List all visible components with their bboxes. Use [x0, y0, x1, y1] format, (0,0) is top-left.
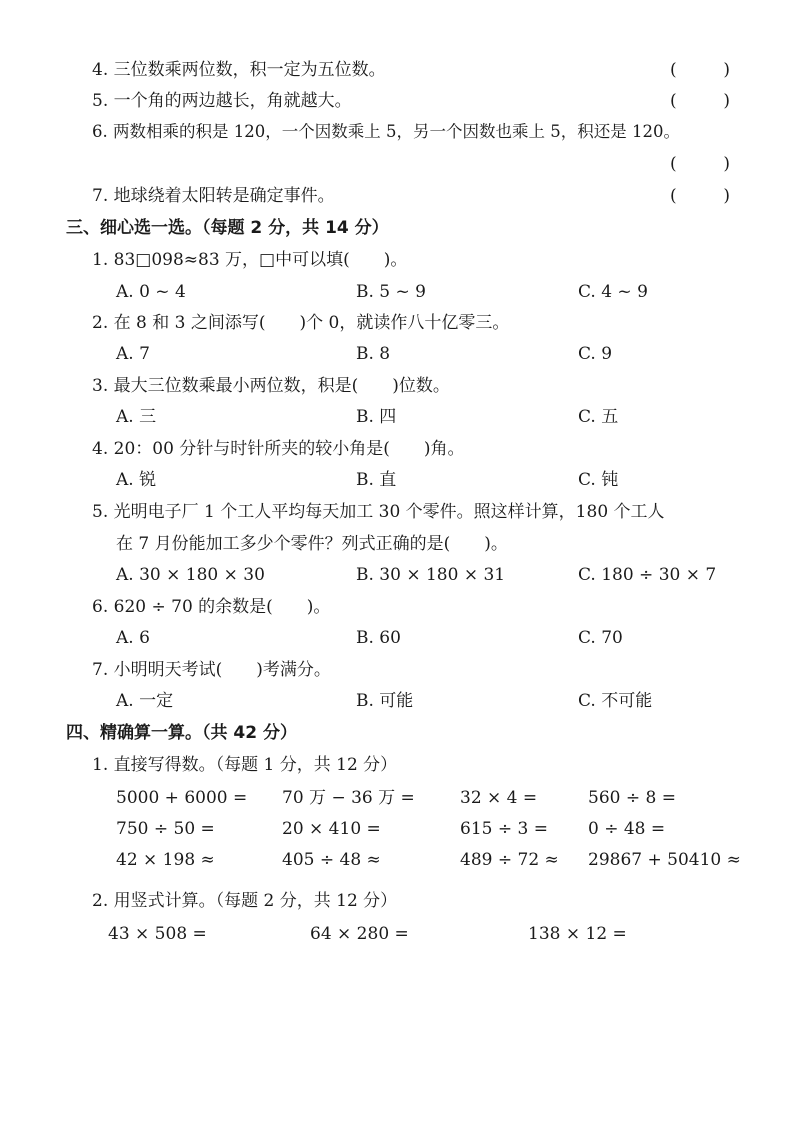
option-b[interactable]: B. 8 [356, 344, 391, 364]
calc-item[interactable]: 0 ÷ 48 = [588, 819, 666, 839]
calc-item[interactable]: 70 万 − 36 万 = [282, 788, 415, 808]
option-b[interactable]: B. 四 [356, 407, 397, 427]
answer-parentheses[interactable]: ( ) [670, 154, 730, 174]
vertical-calc-item[interactable]: 43 × 508 = [108, 924, 207, 944]
option-b[interactable]: B. 直 [356, 470, 397, 490]
option-a[interactable]: A. 6 [116, 628, 150, 648]
calc-item[interactable]: 405 ÷ 48 ≈ [282, 850, 381, 870]
choice-question-6: 6. 620 ÷ 70 的余数是( )。 [92, 597, 331, 617]
option-b[interactable]: B. 可能 [356, 691, 414, 711]
calc-part-2-title: 2. 用竖式计算。（每题 2 分，共 12 分） [92, 891, 398, 911]
option-b[interactable]: B. 5 ~ 9 [356, 282, 426, 302]
calc-item[interactable]: 32 × 4 = [460, 788, 538, 808]
choice-question-5-cont: 在 7 月份能加工多少个零件？列式正确的是( )。 [116, 534, 508, 554]
option-c[interactable]: C. 钝 [578, 470, 619, 490]
option-c[interactable]: C. 9 [578, 344, 613, 364]
option-a[interactable]: A. 三 [116, 407, 157, 427]
option-c[interactable]: C. 4 ~ 9 [578, 282, 648, 302]
calc-part-1-title: 1. 直接写得数。（每题 1 分，共 12 分） [92, 755, 398, 775]
option-a[interactable]: A. 7 [116, 344, 150, 364]
option-b[interactable]: B. 30 × 180 × 31 [356, 565, 506, 585]
option-a[interactable]: A. 一定 [116, 691, 174, 711]
option-c[interactable]: C. 不可能 [578, 691, 653, 711]
option-a[interactable]: A. 30 × 180 × 30 [116, 565, 265, 585]
judge-item-4: 4. 三位数乘两位数，积一定为五位数。 [92, 60, 386, 80]
choice-question-2: 2. 在 8 和 3 之间添写( )个 0，就读作八十亿零三。 [92, 313, 510, 333]
calc-item[interactable]: 750 ÷ 50 = [116, 819, 215, 839]
choice-question-7: 7. 小明明天考试( )考满分。 [92, 660, 331, 680]
answer-parentheses[interactable]: ( ) [670, 60, 730, 80]
calc-item[interactable]: 5000 + 6000 = [116, 788, 248, 808]
calc-item[interactable]: 615 ÷ 3 = [460, 819, 548, 839]
judge-item-6: 6. 两数相乘的积是 120，一个因数乘上 5，另一个因数也乘上 5，积还是 120。 [92, 122, 680, 141]
option-c[interactable]: C. 70 [578, 628, 623, 648]
vertical-calc-item[interactable]: 138 × 12 = [528, 924, 627, 944]
calc-item[interactable]: 42 × 198 ≈ [116, 850, 215, 870]
calc-item[interactable]: 20 × 410 = [282, 819, 381, 839]
calc-item[interactable]: 489 ÷ 72 ≈ [460, 850, 559, 870]
option-a[interactable]: A. 锐 [116, 470, 157, 490]
option-c[interactable]: C. 180 ÷ 30 × 7 [578, 565, 717, 585]
choice-question-1: 1. 83□098≈83 万，□中可以填( )。 [92, 250, 408, 270]
section-3-title: 三、细心选一选。（每题 2 分，共 14 分） [66, 218, 389, 238]
option-b[interactable]: B. 60 [356, 628, 401, 648]
calc-item[interactable]: 560 ÷ 8 = [588, 788, 676, 808]
choice-question-5: 5. 光明电子厂 1 个工人平均每天加工 30 个零件。照这样计算，180 个工人 [92, 502, 665, 522]
vertical-calc-item[interactable]: 64 × 280 = [310, 924, 409, 944]
option-a[interactable]: A. 0 ~ 4 [116, 282, 186, 302]
calc-item[interactable]: 29867 + 50410 ≈ [588, 850, 741, 870]
choice-question-4: 4. 20：00 分针与时针所夹的较小角是( )角。 [92, 439, 465, 459]
section-4-title: 四、精确算一算。（共 42 分） [66, 723, 297, 743]
judge-item-7: 7. 地球绕着太阳转是确定事件。 [92, 186, 335, 206]
answer-parentheses[interactable]: ( ) [670, 91, 730, 111]
option-c[interactable]: C. 五 [578, 407, 619, 427]
answer-parentheses[interactable]: ( ) [670, 186, 730, 206]
judge-item-5: 5. 一个角的两边越长，角就越大。 [92, 91, 352, 111]
choice-question-3: 3. 最大三位数乘最小两位数，积是( )位数。 [92, 376, 450, 396]
